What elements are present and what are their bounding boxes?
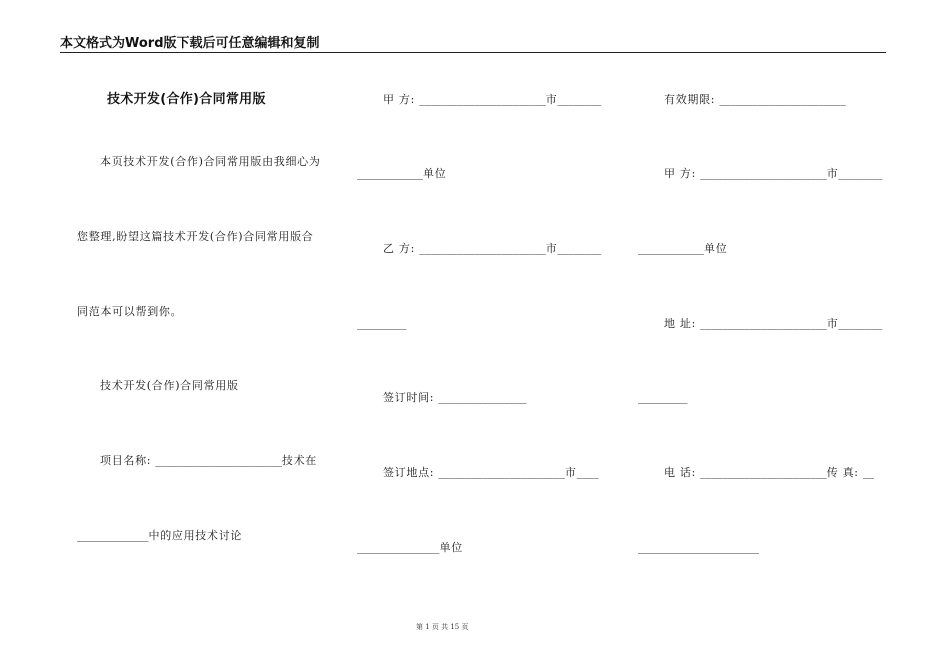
party-a-unit-line-2 [638,242,727,256]
party-b-continuation [357,317,407,331]
blank-field: ________ [838,167,883,180]
blank-field: ________ [557,93,602,106]
blank-field: _____________ [77,529,149,542]
line-text: 市 [826,167,839,180]
line-text: 本页技术开发(合作)合同常用版由我细心为 [100,155,321,168]
line-text: 您整理,盼望这篇技术开发(合作)合同常用版合 [77,230,314,243]
signing-place-unit-line [357,541,463,555]
field-label: 乙 方: [383,242,420,255]
field-label: 甲 方: [383,93,420,106]
line-text: 技术开发(合作)合同常用版 [100,379,239,392]
intro-line-2 [77,230,313,244]
intro-line-1 [100,155,321,169]
blank-field: ____________ [357,167,423,180]
document-header: 本文格式为Word版下载后可任意编辑和复制 [60,36,320,51]
blank-field: ______________________ [638,541,759,554]
field-label: 电 话: [664,466,701,479]
phone-fax-continuation [638,541,759,555]
blank-field: __ [862,466,874,479]
blank-field: _______________________ [419,93,546,106]
line-text: 市 [826,317,839,330]
contract-title: 技术开发(合作)合同常用版 [107,92,266,107]
intro-line-3 [77,305,182,319]
party-b-line [383,242,601,256]
line-text: 中的应用技术讨论 [148,529,243,542]
line-text: 同范本可以帮到你。 [77,305,183,318]
column-1 [77,0,347,672]
signing-place-line [383,466,599,480]
field-label: 签订时间: [383,391,439,404]
blank-field: _______________________ [700,466,827,479]
address-line [664,317,882,331]
blank-field: _______________________ [155,454,282,467]
line-text: 单位 [439,541,463,554]
blank-field: ____________ [638,242,704,255]
project-name-continuation [77,529,242,543]
signing-time-line [383,391,526,405]
party-a-line [383,93,601,107]
field-label: 项目名称: [100,454,156,467]
field-label: 地 址: [664,317,701,330]
line-text: 技术在 [281,454,318,467]
blank-field: _______________________ [419,242,546,255]
blank-field: ________ [557,242,602,255]
blank-field: _______________________ [438,466,565,479]
field-label: 传 真: [826,466,863,479]
blank-field: _________ [357,317,407,330]
blank-field: _________ [638,391,688,404]
line-text: 市 [545,93,558,106]
address-continuation [638,391,688,405]
line-text: 单位 [423,167,447,180]
validity-period-line [664,93,846,107]
line-text: 市 [564,466,577,479]
page-footer: 第 1 页 共 15 页 [416,623,469,631]
field-label: 甲 方: [664,167,701,180]
blank-field: ________ [838,317,883,330]
line-text: 单位 [704,242,728,255]
phone-fax-line [664,466,874,480]
blank-field: _______________________ [700,167,827,180]
party-a-unit-line [357,167,446,181]
line-text: 市 [545,242,558,255]
blank-field: _______________ [357,541,440,554]
column-3 [638,0,908,672]
project-name-line [100,454,317,468]
blank-field: ________________ [438,391,527,404]
column-2 [357,0,627,672]
blank-field: ____ [576,466,599,479]
field-label: 有效期限: [664,93,720,106]
party-a-line-2 [664,167,882,181]
field-label: 签订地点: [383,466,439,479]
blank-field: _______________________ [700,317,827,330]
blank-field: _______________________ [719,93,846,106]
subtitle-line [100,379,239,393]
